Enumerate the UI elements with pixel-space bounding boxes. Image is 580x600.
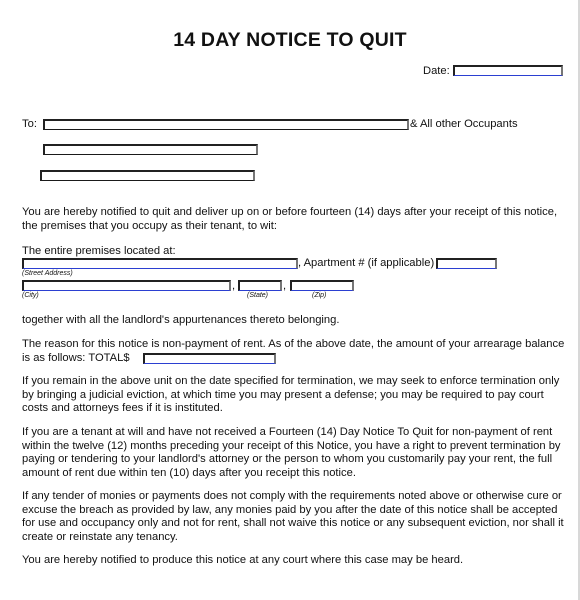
city-sublabel: (City) bbox=[22, 292, 39, 299]
intro-line-1: You are hereby notified to quit and deliver up on or before fourteen (14) days after your receipt of this notice, bbox=[22, 206, 558, 218]
tenant-at-will-line-2: within the twelve (12) months preceding your receipt of this Notice, you have a right to prevent termination by bbox=[22, 439, 561, 452]
date-field[interactable] bbox=[453, 65, 563, 76]
tenant-at-will-line-4: amount of rent due within ten (10) days after you receipt this notice. bbox=[22, 466, 356, 479]
remain-line-2: by bringing a judicial eviction, at which time you may present a defense; you may be required to pay court bbox=[22, 388, 544, 401]
state-field[interactable] bbox=[238, 280, 282, 291]
date-label: Date: bbox=[423, 65, 450, 77]
zip-sublabel: (Zip) bbox=[312, 292, 327, 299]
reason-line-2: is as follows: TOTAL$ bbox=[22, 351, 130, 364]
tenant-at-will-line-3: paying or tendering to your landlord's attorney or the person to whom you customarily pay your rent, the full bbox=[22, 453, 553, 465]
reason-line-1: The reason for this notice is non-payment of rent. As of the above date, the amount of your arrearage balance bbox=[22, 338, 565, 350]
court-notice-text: You are hereby notified to produce this notice at any court where this case may be heard. bbox=[22, 554, 464, 566]
remain-line-3: costs and attorneys fees if it is instituted. bbox=[22, 402, 223, 414]
apartment-field[interactable] bbox=[436, 258, 497, 269]
street-address-sublabel: (Street Address) bbox=[22, 270, 73, 277]
appurtenances-text: together with all the landlord's appurtenances thereto belonging. bbox=[22, 314, 340, 326]
other-occupants-text: & All other Occupants bbox=[410, 118, 518, 130]
document-title: 14 DAY NOTICE TO QUIT bbox=[173, 29, 407, 51]
to-field[interactable] bbox=[43, 119, 409, 130]
intro-line-2: the premises that you occupy as their tenant, to wit: bbox=[22, 219, 277, 232]
tender-line-3: for use and occupancy only and not for rent, shall not waive this notice or any subsequent eviction, nor shall it bbox=[22, 517, 564, 529]
state-comma: , bbox=[283, 280, 287, 292]
total-amount-field[interactable] bbox=[143, 353, 276, 364]
tenant-at-will-line-1: If you are a tenant at will and have not received a Fourteen (14) Day Notice To Quit for non-payment of rent bbox=[22, 426, 553, 438]
zip-field[interactable] bbox=[290, 280, 354, 291]
tender-line-1: If any tender of monies or payments does not comply with the requirements noted above or otherwise cure or bbox=[22, 490, 562, 502]
apartment-label: , Apartment # (if applicable) bbox=[298, 257, 435, 269]
city-comma: , bbox=[232, 280, 236, 292]
street-address-field[interactable] bbox=[22, 258, 298, 269]
to-address-line-2[interactable] bbox=[43, 144, 258, 155]
tender-line-4: create or reinstate any tenancy. bbox=[22, 530, 178, 543]
tender-line-2: excuse the breach as provided by law, any monies paid by you after the date of this notice shall be accepted bbox=[22, 503, 558, 516]
remain-line-1: If you remain in the above unit on the date specified for termination, we may seek to enforce termination only bbox=[22, 375, 560, 387]
state-sublabel: (State) bbox=[247, 292, 269, 299]
city-field[interactable] bbox=[22, 280, 231, 291]
to-label: To: bbox=[22, 118, 37, 130]
to-address-line-3[interactable] bbox=[40, 170, 255, 181]
premises-label: The entire premises located at: bbox=[22, 245, 176, 257]
